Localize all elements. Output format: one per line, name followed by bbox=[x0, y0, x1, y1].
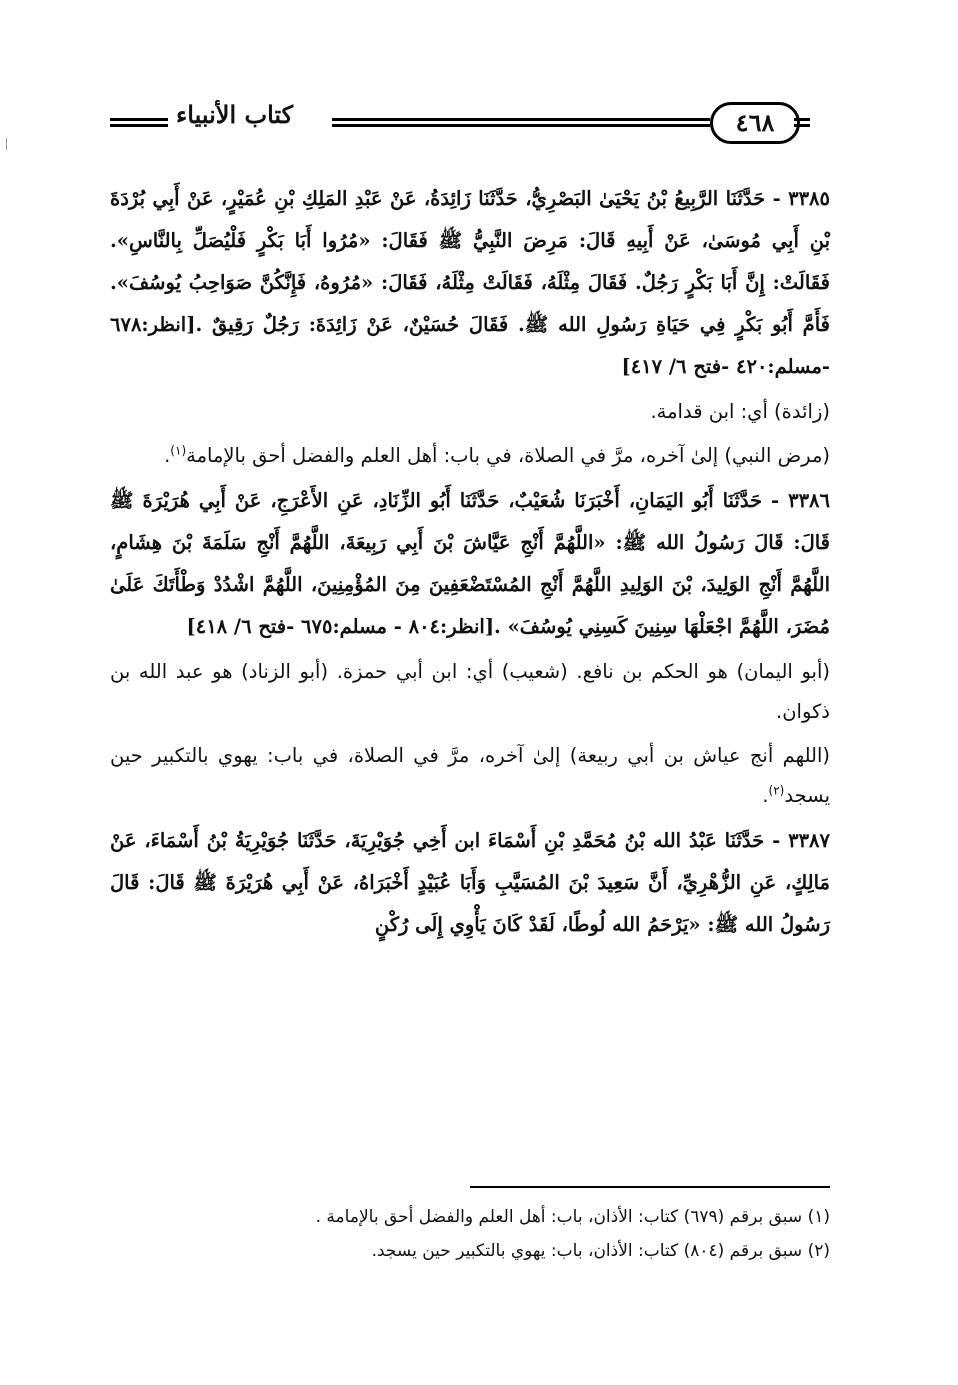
page-number: ٤٦٨ bbox=[710, 102, 800, 144]
commentary-marad-text: (مرض النبي) إلىٰ آخره، مرَّ في الصلاة، في باب: أهل العلم والفضل أحق بالإمامة bbox=[186, 444, 830, 467]
footnote-2: (٢) سبق برقم (٨٠٤) كتاب: الأذان، باب: يهوي بالتكبير حين يسجد. bbox=[371, 1241, 830, 1261]
margin-mark bbox=[6, 138, 11, 150]
hadith-3385: ٣٣٨٥ - حَدَّثَنَا الرَّبِيعُ بْنُ يَحْيَىٰ البَصْرِيُّ، حَدَّثَنَا زَائِدَةُ، عَنْ عَبْدِ المَلِكِ بْنِ عُمَيْرٍ، عَنْ أَبِي بُرْدَةَ بْنِ أَبِي مُوسَىٰ، عَنْ أَبِيهِ قَالَ: مَرِضَ النَّبِيُّ ﷺ فَقَالَ: «مُرُوا أَبَا بَكْرٍ فَلْيُصَلِّ بِالنَّاسِ». فَقَالَتْ: إِنَّ أَبَا بَكْرٍ رَجُلٌ. فَقَالَ مِثْلَهُ، فَقَالَتْ مِثْلَهُ، فَقَالَ: «مُرُوهُ، فَإِنَّكُنَّ صَوَاحِبُ يُوسُفَ». فَأَمَّ أَبُو بَكْرٍ فِي حَيَاةِ رَسُولِ الله ﷺ. فَقَالَ حُسَيْنٌ، عَنْ زَائِدَةَ: رَجُلٌ رَقِيقٌ .[انظر:٦٧٨ -مسلم:٤٢٠ -فتح ٦/ ٤١٧] bbox=[110, 187, 830, 378]
footnote-ref-2: (٢) bbox=[768, 783, 785, 798]
hadith-3387: ٣٣٨٧ - حَدَّثَنَا عَبْدُ الله بْنُ مُحَمَّدِ بْنِ أَسْمَاءَ ابن أَخِي جُوَيْرِيَةَ، حَدَّثَنَا جُوَيْرِيَةُ بْنُ أَسْمَاءَ، عَنْ مَالِكٍ، عَنِ الزُّهْرِيِّ، أَنَّ سَعِيدَ بْنَ المُسَيَّبِ وَأَبَا عُبَيْدٍ أَخْبَرَاهُ، عَنْ أَبِي هُرَيْرَةَ ﷺ قَالَ: قَالَ رَسُولُ الله ﷺ: «يَرْحَمُ الله لُوطًا، لَقَدْ كَانَ يَأْوِي إِلَى رُكْنٍ bbox=[110, 829, 830, 936]
commentary-marad: (مرض النبي) إلىٰ آخره، مرَّ في الصلاة، في باب: أهل العلم والفضل أحق بالإمامة$^{(١)}$. bbox=[164, 443, 830, 467]
page-body bbox=[110, 178, 830, 950]
header-rule-right bbox=[794, 118, 810, 127]
commentary-allahumma-text: (اللهم أنج عياش بن أبي ربيعة) إلىٰ آخره، مرَّ في الصلاة، في باب: يهوي بالتكبير حين يسجد bbox=[110, 744, 830, 807]
footnote-separator bbox=[470, 1186, 830, 1188]
footnote-ref-1: (١) bbox=[170, 443, 187, 458]
footnotes bbox=[110, 1200, 830, 1268]
book-title: كتاب الأنبياء bbox=[176, 100, 294, 129]
header-rule-left bbox=[110, 118, 168, 127]
page-header bbox=[110, 96, 810, 146]
commentary-allahumma: (اللهم أنج عياش بن أبي ربيعة) إلىٰ آخره، مرَّ في الصلاة، في باب: يهوي بالتكبير حين يسجد$^{(٢)}$. bbox=[110, 744, 830, 807]
header-rule-middle bbox=[332, 118, 710, 127]
hadith-3386: ٣٣٨٦ - حَدَّثَنَا أَبُو اليَمَانِ، أَخْبَرَنَا شُعَيْبٌ، حَدَّثَنَا أَبُو الزِّنَادِ، عَنِ الأَعْرَجِ، عَنْ أَبِي هُرَيْرَةَ ﷺ قَالَ: قَالَ رَسُولُ الله ﷺ: «اللَّهُمَّ أَنْجِ عَيَّاشَ بْنَ أَبِي رَبِيعَةَ، اللَّهُمَّ أَنْجِ سَلَمَةَ بْنَ هِشَامٍ، اللَّهُمَّ أَنْجِ الوَلِيدَ، بْنَ الوَلِيدِ اللَّهُمَّ أَنْجِ المُسْتَضْعَفِينَ مِنَ المُؤْمِنِينَ، اللَّهُمَّ اشْدُدْ وَطْأَتَكَ عَلَىٰ مُضَرَ، اللَّهُمَّ اجْعَلْهَا سِنِينَ كَسِنِي يُوسُفَ» .[انظر:٨٠٤ - مسلم:٦٧٥ -فتح ٦/ ٤١٨] bbox=[110, 489, 830, 638]
commentary-zaida: (زائدة) أي: ابن قدامة. bbox=[650, 400, 830, 423]
footnote-1: (١) سبق برقم (٦٧٩) كتاب: الأذان، باب: أهل العلم والفضل أحق بالإمامة . bbox=[315, 1207, 830, 1227]
commentary-abu-alyaman: (أبو اليمان) هو الحكم بن نافع. (شعيب) أي: ابن أبي حمزة. (أبو الزناد) هو عبد الله بن ذكوان. bbox=[110, 660, 830, 723]
